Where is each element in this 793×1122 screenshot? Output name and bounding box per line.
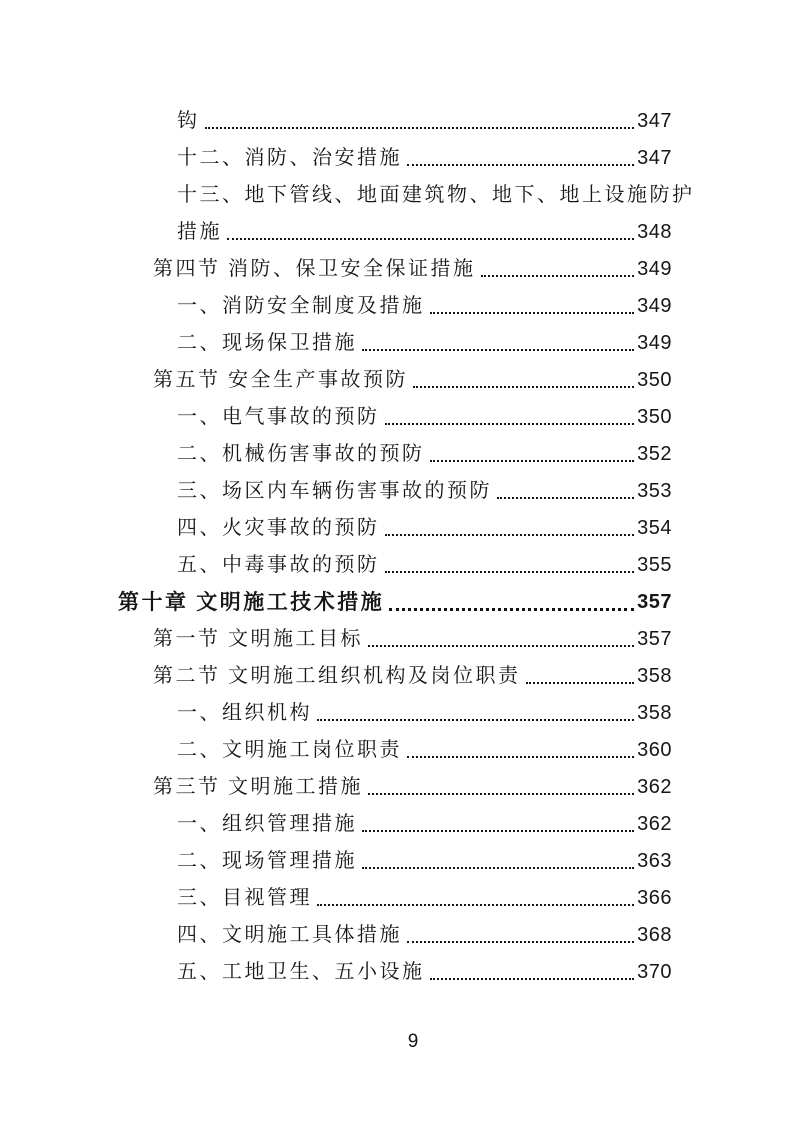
toc-entry-page-number: 354 (637, 517, 672, 539)
toc-entry-page-number: 360 (637, 739, 672, 761)
toc-entry[interactable] (177, 954, 672, 991)
toc-entry-page-number: 357 (637, 591, 672, 613)
toc-entry-page-number: 366 (637, 887, 672, 909)
dot-leader-icon (389, 608, 634, 611)
toc-entry[interactable] (177, 288, 672, 325)
toc-entry-page-number: 348 (637, 221, 672, 243)
toc-entry-label: 第二节 文明施工组织机构及岗位职责 (153, 665, 521, 687)
toc-entry[interactable] (153, 769, 672, 806)
toc-entry-label: 一、电气事故的预防 (177, 406, 380, 428)
toc-entry[interactable] (177, 917, 672, 954)
toc-entry-label: 二、现场保卫措施 (177, 332, 357, 354)
toc-entry[interactable] (177, 732, 672, 769)
toc-entry[interactable] (177, 510, 672, 547)
toc-entry-page-number: 350 (637, 406, 672, 428)
toc-entry-label: 二、机械伤害事故的预防 (177, 443, 425, 465)
toc-entry-page-number: 362 (637, 776, 672, 798)
toc-entry-page-number: 347 (637, 147, 672, 169)
dot-leader-icon (385, 571, 635, 573)
dot-leader-icon (407, 164, 634, 166)
toc-entry-page-number: 347 (637, 110, 672, 132)
toc-entry-page-number: 358 (637, 702, 672, 724)
toc-entry-page-number: 355 (637, 554, 672, 576)
dot-leader-icon (205, 127, 635, 129)
toc-entry[interactable] (177, 325, 672, 362)
dot-leader-icon (497, 497, 634, 499)
toc-entry[interactable] (153, 658, 672, 695)
toc-entry-label: 第十章 文明施工技术措施 (118, 590, 385, 614)
toc-entry[interactable] (153, 251, 672, 288)
dot-leader-icon (362, 349, 634, 351)
toc-entry-page-number: 349 (637, 258, 672, 280)
toc-entry[interactable] (177, 436, 672, 473)
toc-entry-page-number: 349 (637, 332, 672, 354)
dot-leader-icon (407, 756, 634, 758)
dot-leader-icon (430, 312, 635, 314)
dot-leader-icon (481, 275, 635, 277)
toc-entry[interactable] (177, 103, 672, 140)
toc-entry-label: 钩 (177, 110, 200, 132)
dot-leader-icon (385, 534, 635, 536)
toc-entry-page-number: 352 (637, 443, 672, 465)
toc-entry[interactable] (177, 547, 672, 584)
dot-leader-icon (362, 867, 634, 869)
toc-entry-label: 第三节 文明施工措施 (153, 776, 363, 798)
toc-entry[interactable] (177, 177, 695, 214)
toc-entry[interactable] (153, 621, 672, 658)
dot-leader-icon (317, 904, 634, 906)
dot-leader-icon (430, 460, 635, 462)
toc-entry-label: 第四节 消防、保卫安全保证措施 (153, 258, 476, 280)
dot-leader-icon (430, 978, 635, 980)
toc-entry-page-number: 363 (637, 850, 672, 872)
toc-entry-page-number: 358 (637, 665, 672, 687)
toc-entry-label: 措施 (177, 221, 222, 243)
toc-entry[interactable] (177, 399, 672, 436)
toc-entry-label: 五、中毒事故的预防 (177, 554, 380, 576)
toc-entry-label: 四、火灾事故的预防 (177, 517, 380, 539)
toc-entry-label: 二、文明施工岗位职责 (177, 739, 402, 761)
dot-leader-icon (385, 423, 635, 425)
toc-entry[interactable] (177, 695, 672, 732)
toc-entry-page-number: 357 (637, 628, 672, 650)
dot-leader-icon (368, 793, 634, 795)
toc-entry[interactable] (177, 140, 672, 177)
toc-entry-label: 第五节 安全生产事故预防 (153, 369, 408, 391)
toc-entry[interactable] (177, 880, 672, 917)
toc-entry-page-number: 368 (637, 924, 672, 946)
toc-entry[interactable] (118, 584, 672, 621)
toc-entry-page-number: 349 (637, 295, 672, 317)
toc-entry[interactable] (177, 806, 672, 843)
toc-entry-label: 一、组织机构 (177, 702, 312, 724)
toc-entry[interactable] (177, 473, 672, 510)
toc-entry-page-number: 350 (637, 369, 672, 391)
toc-entry-label: 十三、地下管线、地面建筑物、地下、地上设施防护 (177, 184, 695, 206)
dot-leader-icon (407, 941, 634, 943)
page-footer-number: 9 (407, 1031, 419, 1052)
toc-entry-label: 一、组织管理措施 (177, 813, 357, 835)
toc-entry-page-number: 370 (637, 961, 672, 983)
dot-leader-icon (526, 682, 635, 684)
dot-leader-icon (317, 719, 634, 721)
toc-entry[interactable] (177, 214, 672, 251)
toc-entry[interactable] (177, 843, 672, 880)
toc-entry-label: 五、工地卫生、五小设施 (177, 961, 425, 983)
toc-entry-page-number: 353 (637, 480, 672, 502)
toc-entry-label: 一、消防安全制度及措施 (177, 295, 425, 317)
dot-leader-icon (362, 830, 634, 832)
toc-entry-label: 三、场区内车辆伤害事故的预防 (177, 480, 492, 502)
toc-list (0, 103, 695, 991)
dot-leader-icon (368, 645, 634, 647)
toc-entry-label: 四、文明施工具体措施 (177, 924, 402, 946)
toc-entry-label: 十二、消防、治安措施 (177, 147, 402, 169)
toc-entry-page-number: 362 (637, 813, 672, 835)
toc-entry-label: 第一节 文明施工目标 (153, 628, 363, 650)
toc-entry-label: 二、现场管理措施 (177, 850, 357, 872)
dot-leader-icon (227, 238, 634, 240)
toc-entry[interactable] (153, 362, 672, 399)
toc-entry-label: 三、目视管理 (177, 887, 312, 909)
dot-leader-icon (413, 386, 634, 388)
